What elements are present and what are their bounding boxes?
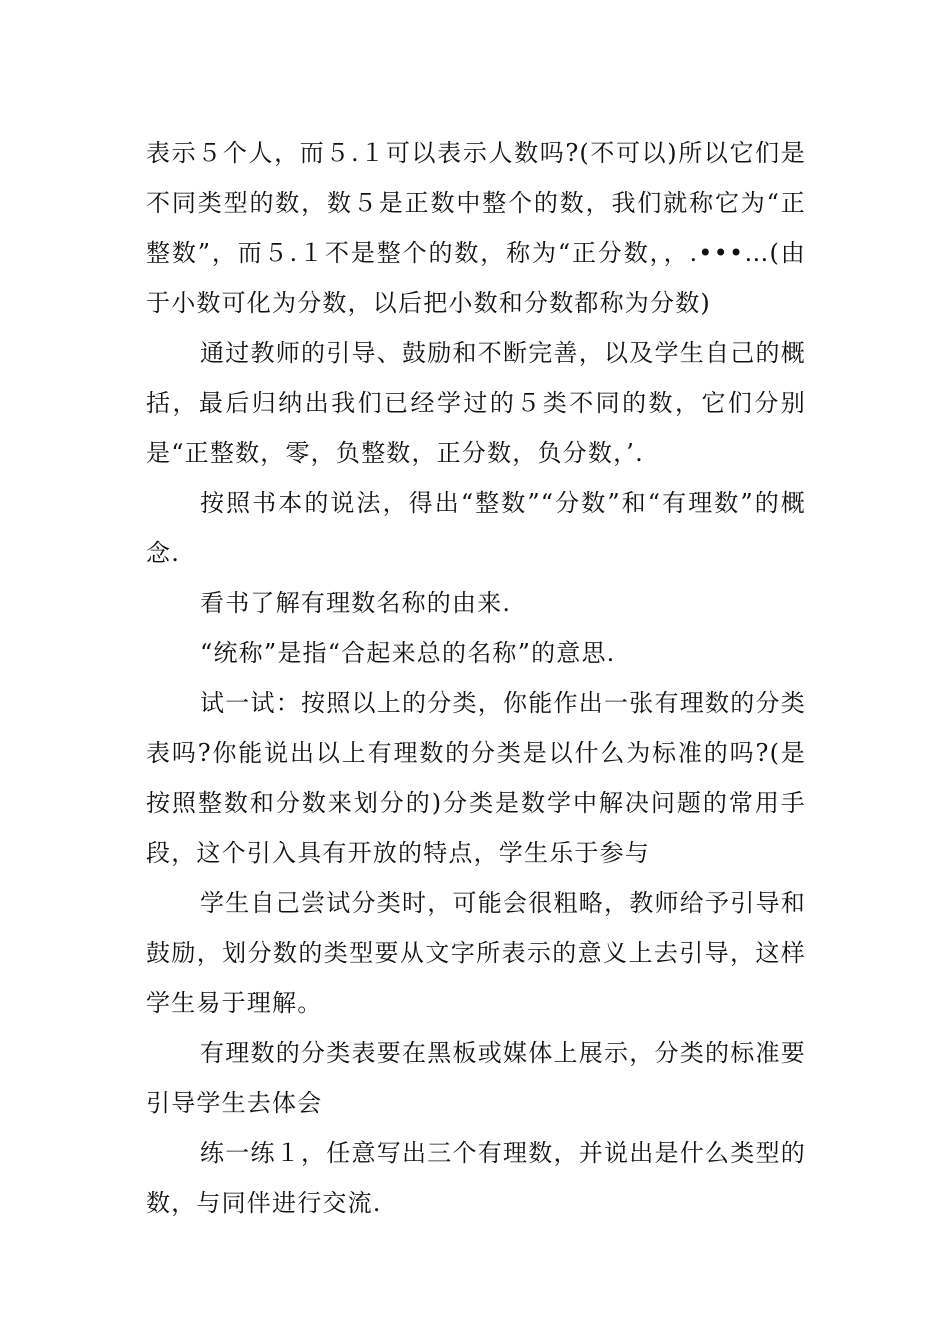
paragraph-practice-1: 练一练１，任意写出三个有理数，并说出是什么类型的数，与同伴进行交流. [146, 1139, 806, 1217]
paragraph-textbook-concepts: 按照书本的说法，得出“整数”“分数”和“有理数”的概念. [146, 489, 806, 567]
paragraph-collective-name: “统称”是指“合起来总的名称”的意思. [200, 639, 616, 667]
paragraph-name-origin: 看书了解有理数名称的由来. [200, 589, 512, 617]
paragraph-number-types: 表示５个人，而５.１可以表示人数吗?(不可以)所以它们是不同类型的数，数５是正数中整个的数，我们就称它为“正整数”，而５.１不是整个的数，称为“正分数，，.•••…(由于小数可化为分数，以后把小数和分数都称为分数) [146, 139, 806, 317]
paragraph-try-it: 试一试：按照以上的分类，你能作出一张有理数的分类表吗?你能说出以上有理数的分类是以什么为标准的吗?(是按照整数和分数来划分的)分类是数学中解决问题的常用手段，这个引入具有开放的特点，学生乐于参与 [146, 689, 806, 867]
document-page [146, 128, 806, 1228]
paragraph-summary-five-types: 通过教师的引导、鼓励和不断完善，以及学生自己的概括，最后归纳出我们已经学过的５类不同的数，它们分别是“正整数，零，负整数，正分数，负分数，’. [146, 339, 806, 467]
paragraph-student-classify: 学生自己尝试分类时，可能会很粗略，教师给予引导和鼓励，划分数的类型要从文字所表示的意义上去引导，这样学生易于理解。 [146, 889, 806, 1017]
paragraph-classification-table: 有理数的分类表要在黑板或媒体上展示，分类的标准要引导学生去体会 [146, 1039, 806, 1117]
